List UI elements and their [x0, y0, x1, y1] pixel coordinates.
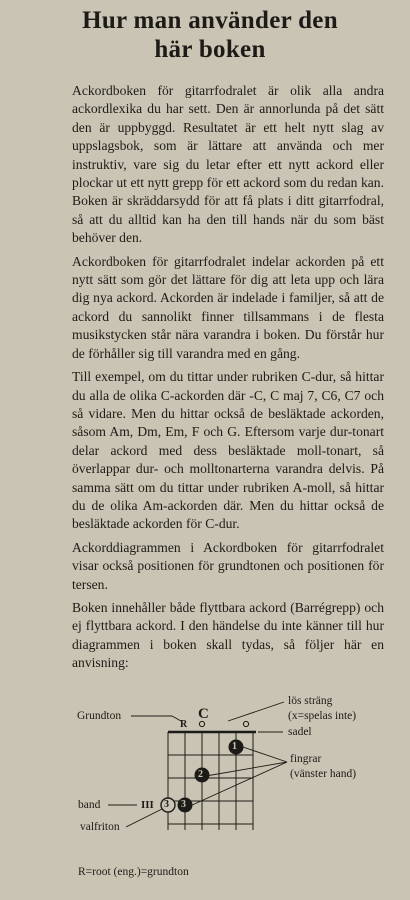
label-los-strang: lös sträng	[288, 695, 333, 707]
paragraph: Boken innehåller både flyttbara ackord (Barrégrepp) och ej flyttbara ackord. I den händelse du inte känner till hur diagrammen i boken skall tydas, så följer här en anvisning:	[72, 599, 384, 671]
paragraph: Till exempel, om du tittar under rubriken C-dur, så hittar du alla de olika C-ackorden där -C, C maj 7, C6, C7 och så vidare. Men du hittar också de besläktade ackorden, såsom Am, Dm, Em, F och G. Eftersom varje dur-tonart delar ackord med dess besläktade moll-tonart, så överlappar dur- och molltonarterna varandra delvis. På samma sätt om du tittar under rubriken A-moll, så hittar du de olika Am-ackorden där. Men du hittar också de besläktade ackorden för C-dur.	[72, 369, 384, 532]
finger-number-3: 3	[181, 799, 186, 810]
finger-number-3-optional: 3	[164, 799, 169, 810]
label-valfriton: valfriton	[80, 821, 120, 833]
body-text	[72, 82, 384, 678]
finger-number-1: 1	[232, 741, 237, 752]
title-line-1: Hur man använder den	[82, 7, 338, 34]
label-vanster-hand: (vänster hand)	[290, 768, 357, 780]
paragraph: Ackorddiagrammen i Ackordboken för gitarrfodralet visar också positionen för grundtonen och positionen för tersen.	[72, 539, 384, 592]
label-sadel: sadel	[288, 726, 312, 738]
label-band: band	[78, 799, 101, 811]
chord-name: C	[198, 706, 209, 722]
open-string-marker	[199, 721, 204, 726]
paragraph: Ackordboken för gitarrfodralet är olik alla andra ackordlexika du har sett. Den är annorlunda på det sätt den är uppbyggd. Resultatet är ett helt nytt slag av uppslagsbok, som är lättare att använda och mer instruktiv, vare sig du letar efter ett nytt ackord eller plockar ut ett nytt grepp för ett ackord som du redan kan. Boken är skräddarsydd för att få plats i ditt gitarrfodral, så att du alltid kan ha den till hands när du som bäst behöver den.	[72, 83, 384, 246]
page-title	[60, 6, 360, 64]
title-line-2: här boken	[154, 36, 266, 63]
open-string-marker	[243, 721, 248, 726]
footnote: R=root (eng.)=grundton	[78, 866, 189, 878]
chord-diagram	[0, 680, 410, 880]
pointer-fingrar	[206, 762, 287, 776]
pointer-los-strang	[228, 702, 284, 721]
fret-number: III	[141, 799, 154, 811]
label-x-spelas: (x=spelas inte)	[288, 710, 357, 722]
root-marker: R	[180, 719, 188, 730]
label-fingrar: fingrar	[290, 753, 322, 765]
paragraph: Ackordboken för gitarrfodralet indelar ackorden på ett nytt sätt som gör det lättare för dig att leta upp och lära dig nya ackord. Ackorden är indelade i familjer, så att de ackord du sannolikt finner tillsammans i de flesta musikstycken står nära varandra i boken. Du förstår hur de förhåller sig till varandra med en gång.	[72, 253, 384, 361]
pointer-fingrar	[240, 746, 287, 762]
label-grundton: Grundton	[77, 710, 122, 722]
finger-number-2: 2	[198, 769, 203, 780]
